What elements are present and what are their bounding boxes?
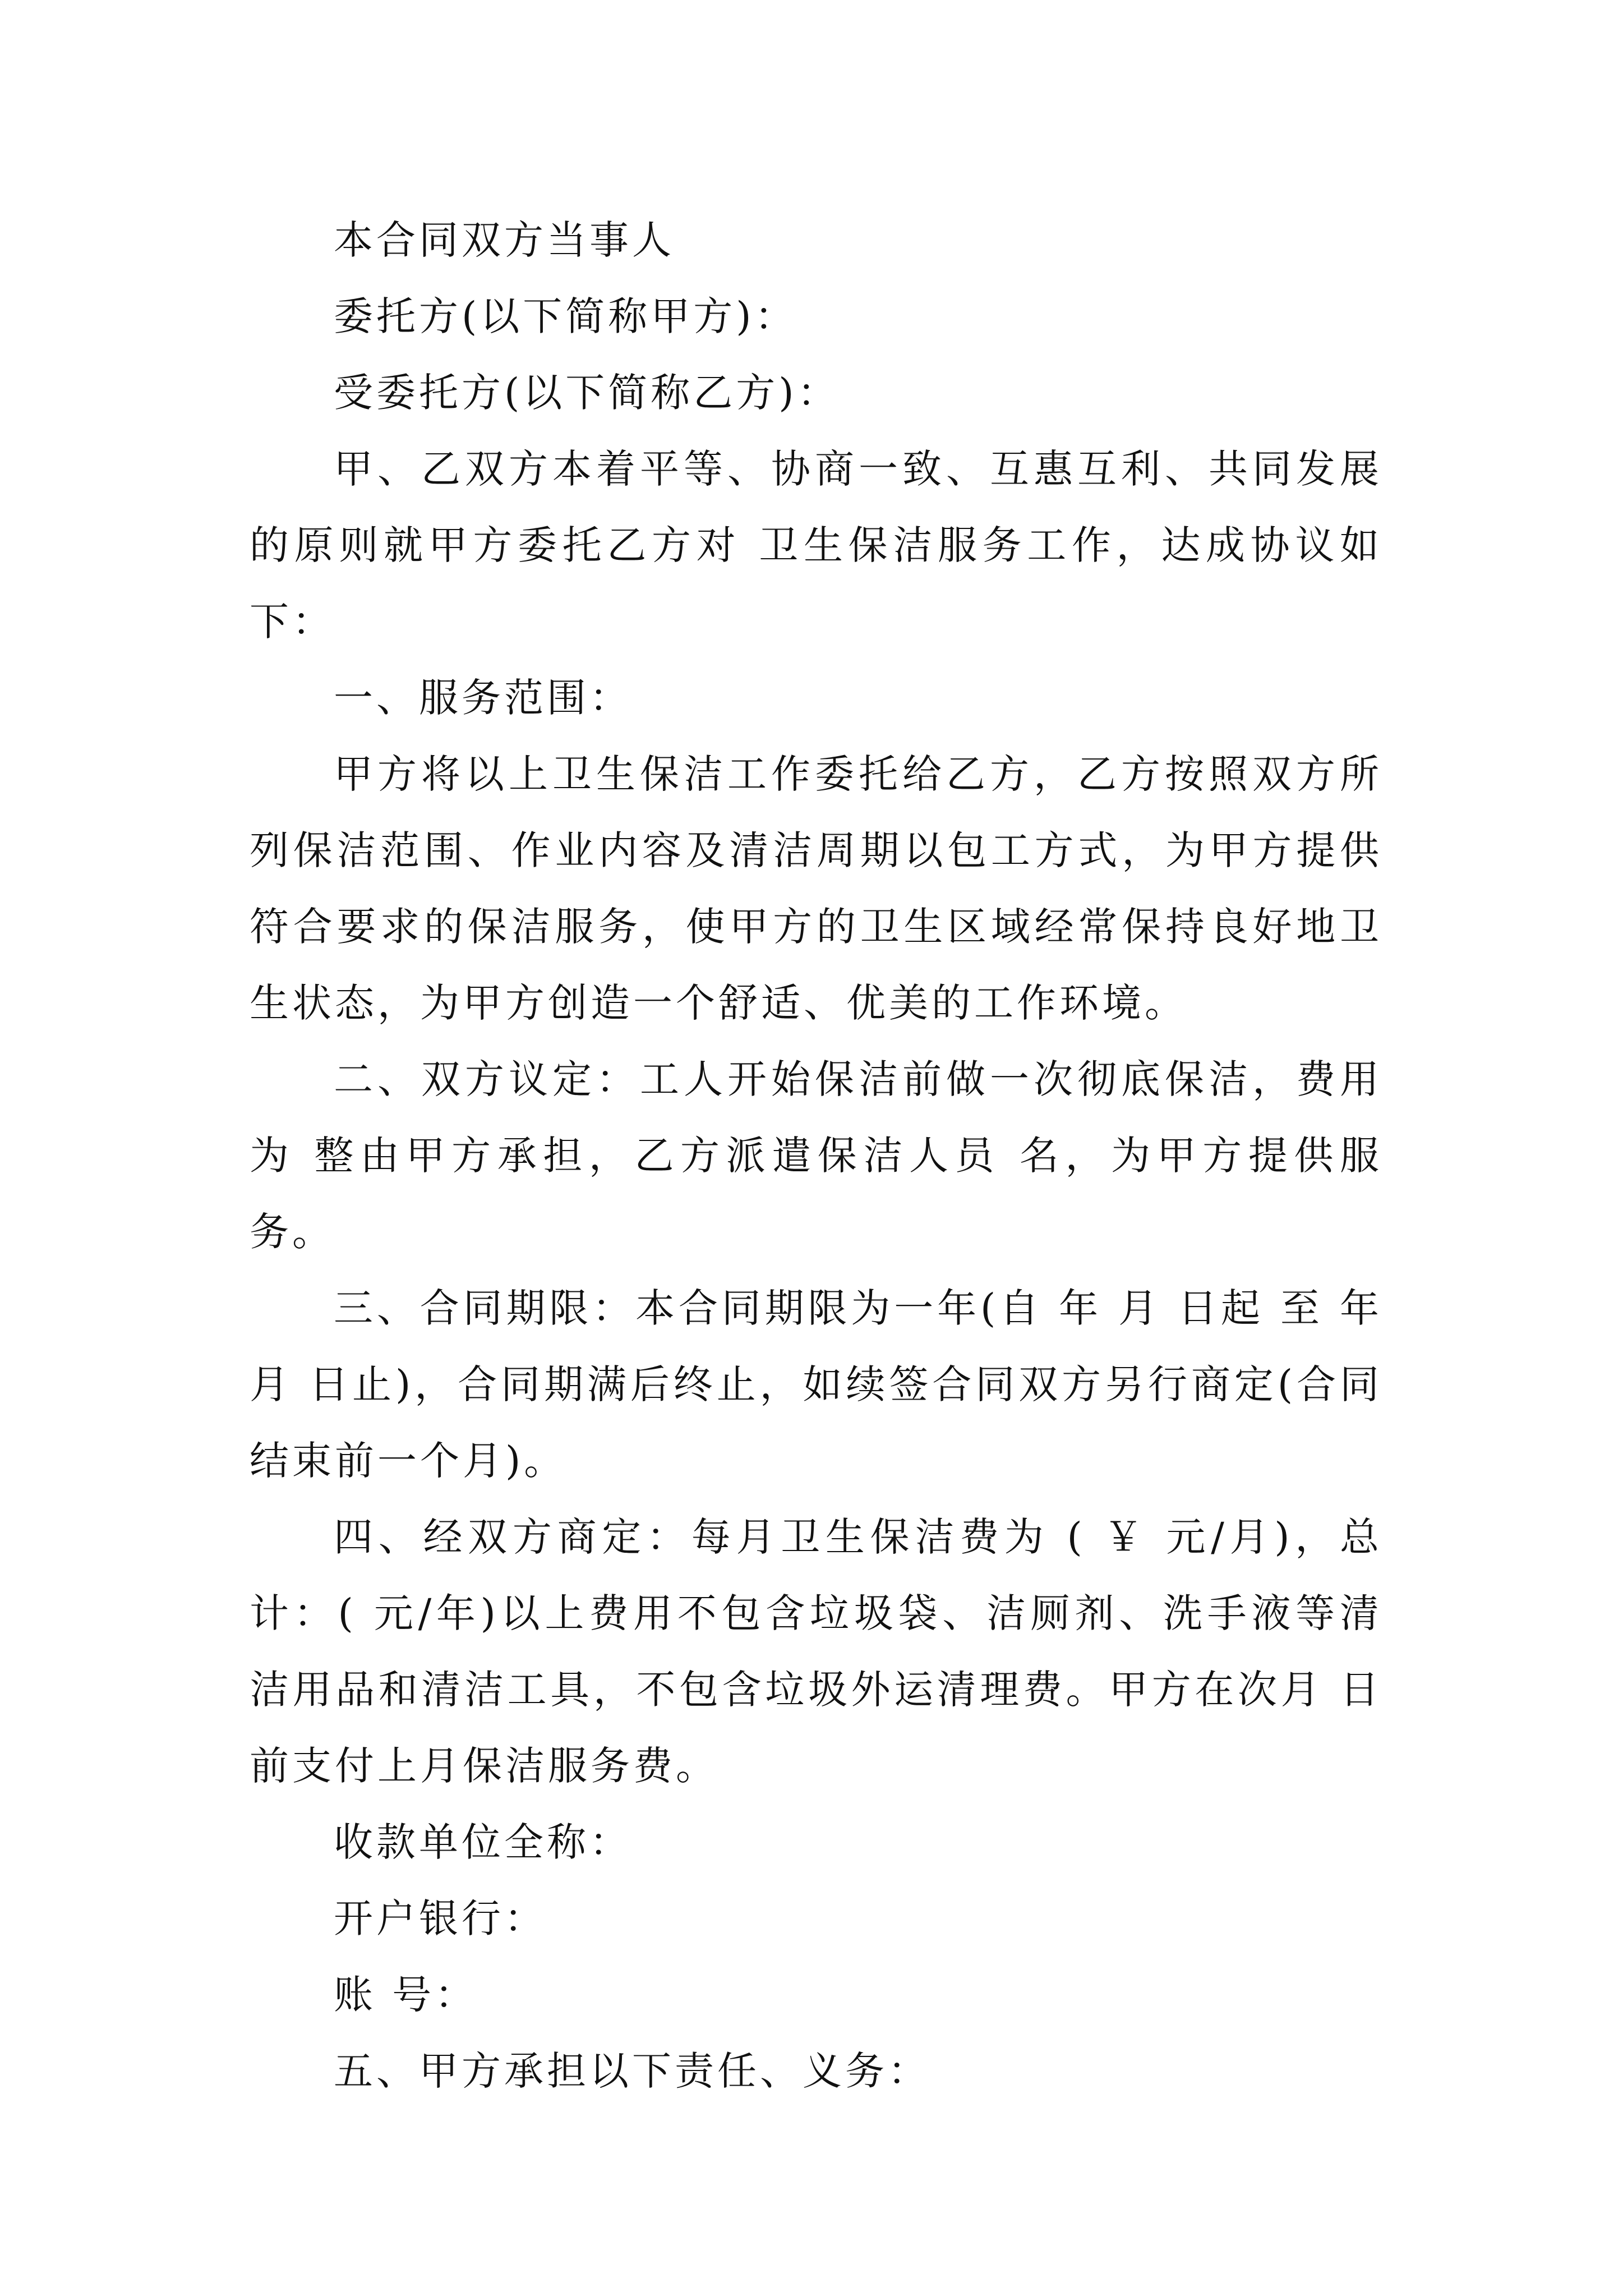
paragraph-section-2: 二、双方议定：工人开始保洁前做一次彻底保洁，费用为 整由甲方承担，乙方派遣保洁人员 名，为甲方提供服务。 [250,1056,1382,1255]
paragraph-bank: 开户银行： [334,1895,547,1941]
paragraph-section-1-heading: 一、服务范围： [334,675,632,721]
paragraph-section-5-heading: 五、甲方承担以下责任、义务： [334,2048,930,2094]
paragraph-section-3: 三、合同期限：本合同期限为一年(自 年 月 日起 至 年 月 日止)，合同期满后终止，如续签合同双方另行商定(合同结束前一个月)。 [250,1285,1382,1484]
contract-body [250,202,1382,2109]
paragraph-section-1-body: 甲方将以上卫生保洁工作委托给乙方，乙方按照双方所列保洁范围、作业内容及清洁周期以包工方式，为甲方提供符合要求的保洁服务，使甲方的卫生区域经常保持良好地卫生状态，为甲方创造一个舒适、优美的工作环境。 [250,751,1382,1026]
paragraph-section-4: 四、经双方商定：每月卫生保洁费为 ( ￥ 元/月)，总计：( 元/年)以上费用不包含垃圾袋、洁厕剂、洗手液等清洁用品和清洁工具，不包含垃圾外运清理费。甲方在次月 日前支付上月保洁服务费。 [250,1514,1382,1789]
paragraph-payee-name: 收款单位全称： [334,1819,632,1865]
paragraph-preamble: 甲、乙双方本着平等、协商一致、互惠互利、共同发展的原则就甲方委托乙方对 卫生保洁服务工作，达成协议如下： [250,446,1382,645]
paragraph-party-b: 受委托方(以下简称乙方)： [334,370,840,416]
paragraph-parties-heading: 本合同双方当事人 [334,217,675,263]
paragraph-account-number: 账 号： [334,1972,478,2018]
paragraph-party-a: 委托方(以下简称甲方)： [334,293,797,339]
